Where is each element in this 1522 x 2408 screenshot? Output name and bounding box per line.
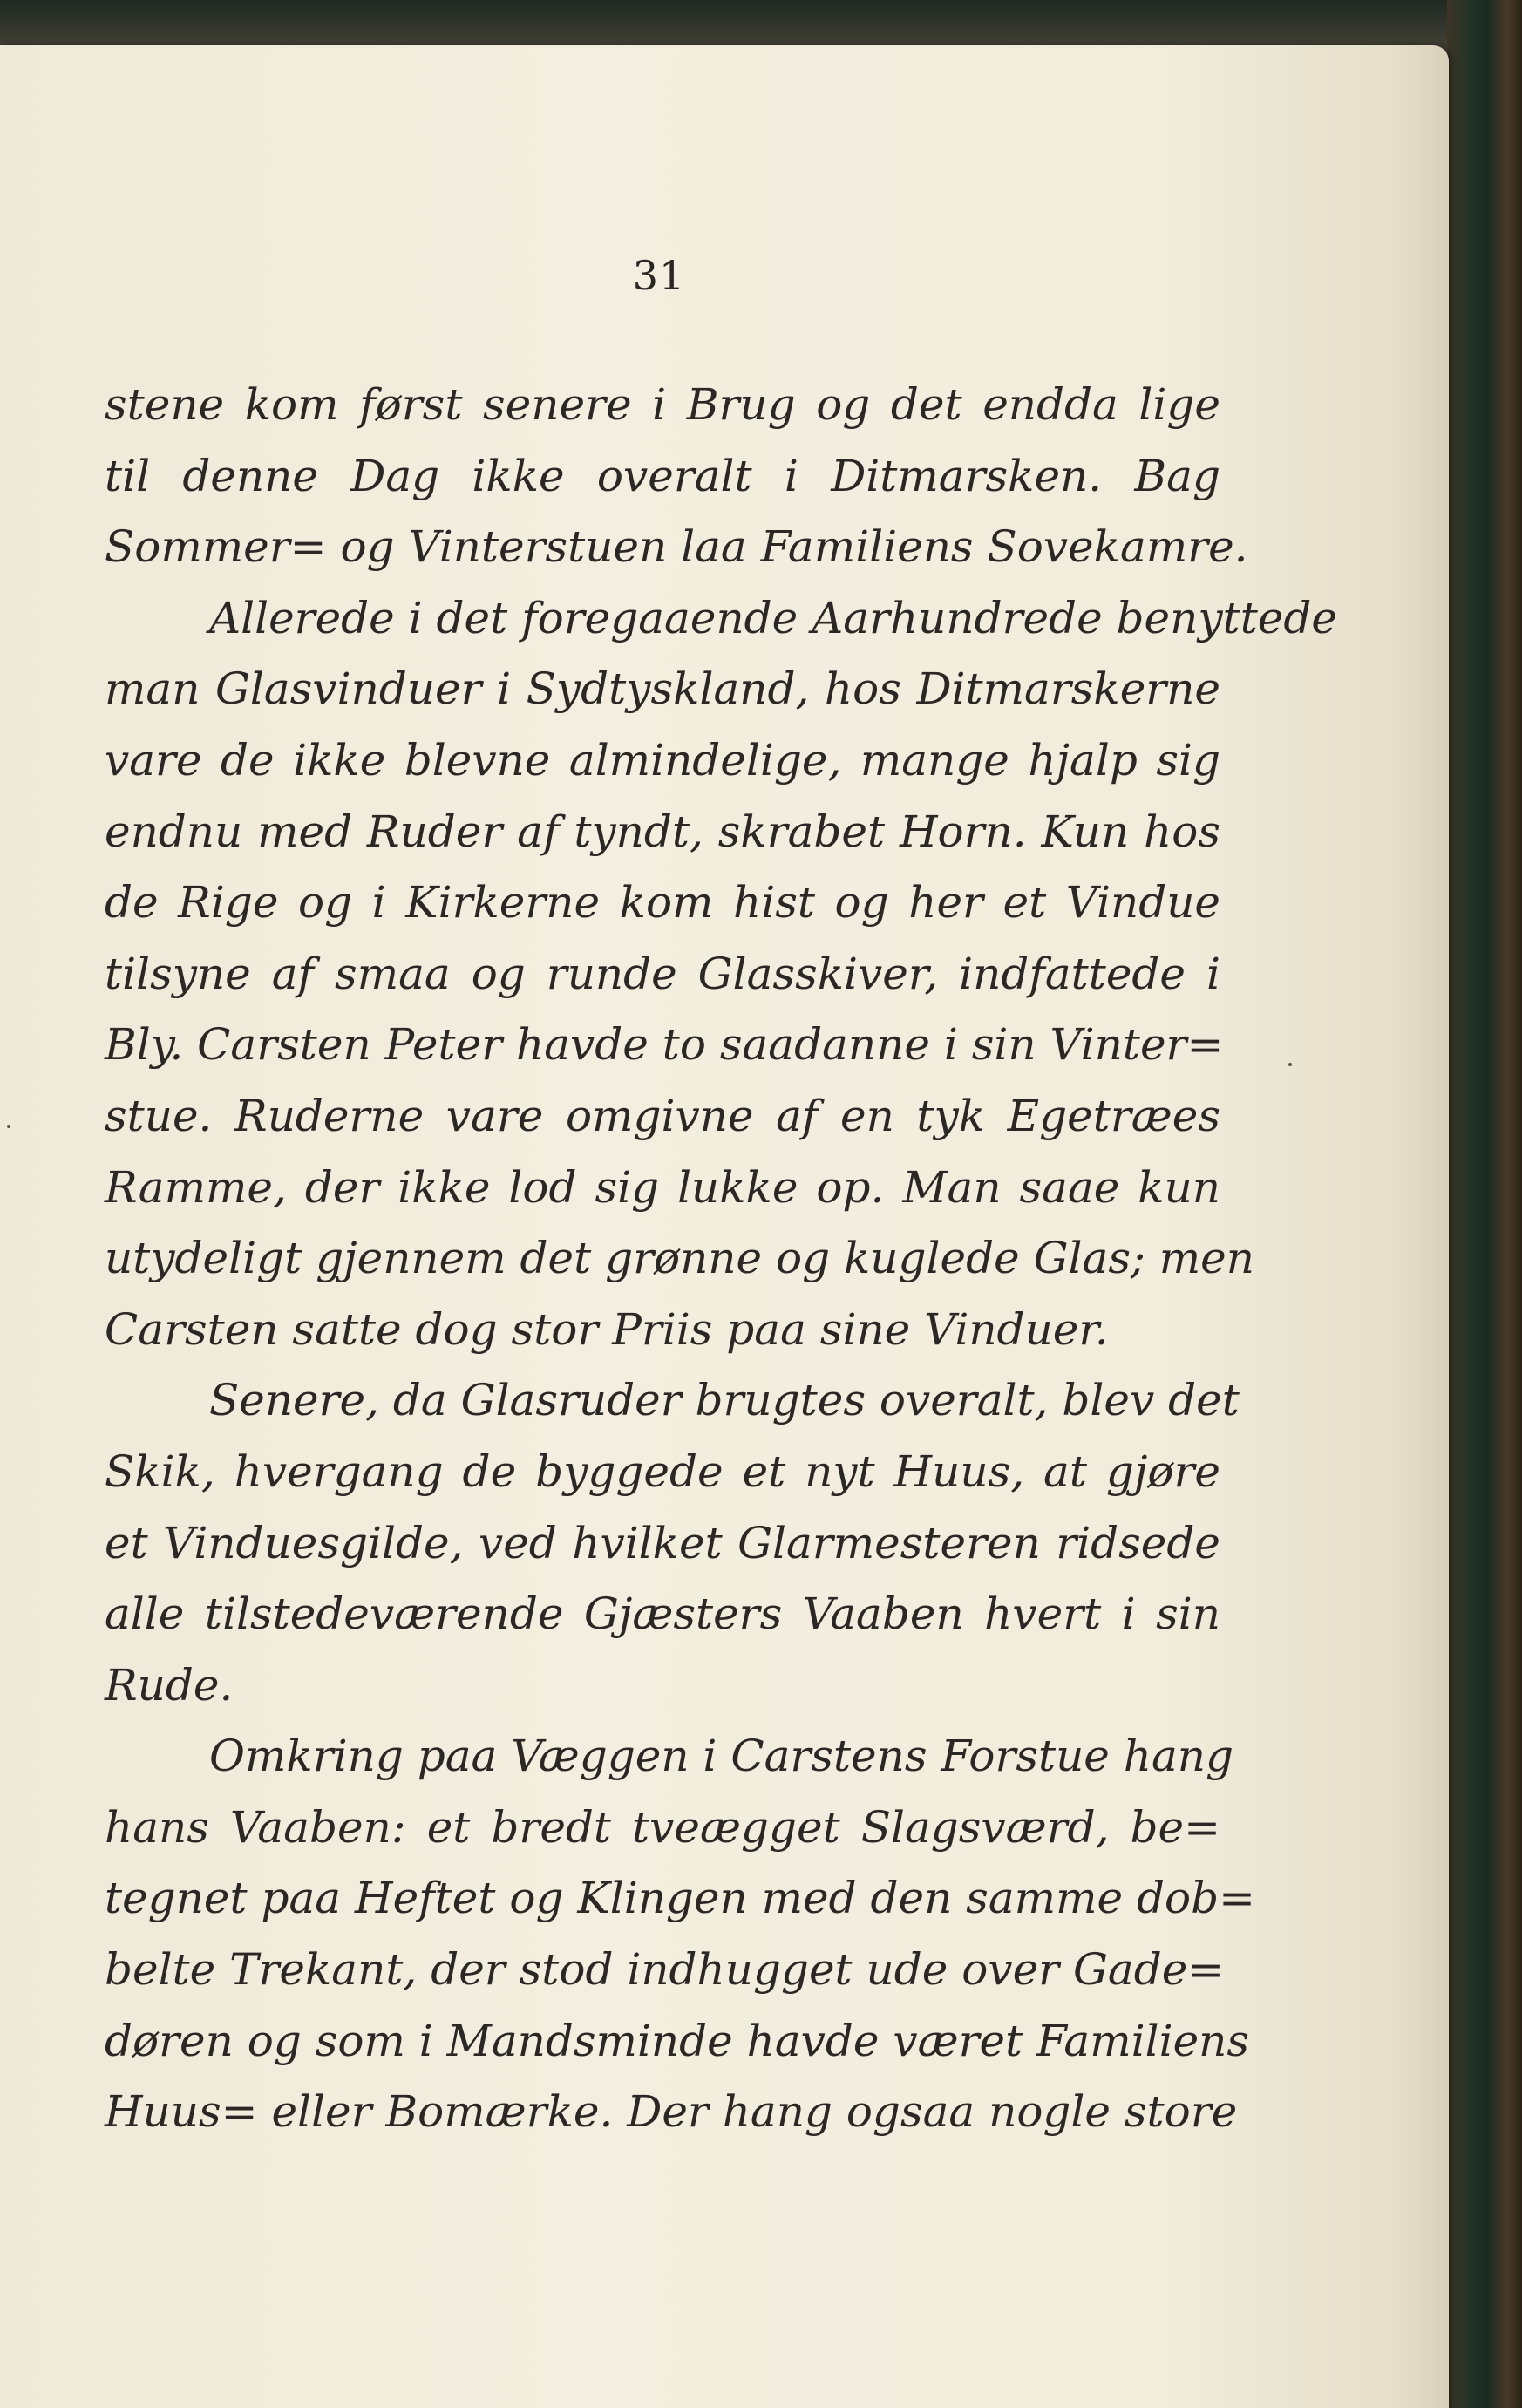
text-line: endnu med Ruder af tyndt, skrabet Horn. Kun hos: [105, 806, 1220, 857]
book-page: [0, 45, 1449, 2408]
text-line: Senere, da Glasruder brugtes overalt, blev det: [209, 1375, 1240, 1426]
text-line: et Vinduesgilde, ved hvilket Glarmesteren ridsede: [105, 1517, 1220, 1568]
paper-speck: [1288, 1063, 1292, 1066]
text-line: Bly. Carsten Peter havde to saadanne i sin Vinter=: [105, 1019, 1224, 1071]
text-line: Huus= eller Bomærke. Der hang ogsaa nogle store: [105, 2086, 1238, 2138]
text-line: Rude.: [105, 1659, 234, 1711]
book-cover-right-edge: [1447, 0, 1522, 2408]
text-line: tilsyne af smaa og runde Glasskiver, indfattede i: [105, 948, 1220, 999]
paper-speck: [7, 1125, 10, 1128]
text-line: vare de ikke blevne almindelige, mange hjalp sig: [105, 734, 1220, 786]
text-line: tegnet paa Heftet og Klingen med den samme dob=: [105, 1873, 1255, 1924]
text-line: Omkring paa Væggen i Carstens Forstue hang: [209, 1731, 1233, 1782]
text-line: Ramme, der ikke lod sig lukke op. Man saae kun: [105, 1161, 1220, 1213]
body-text: [105, 370, 1337, 2148]
text-line: alle tilstedeværende Gjæsters Vaaben hvert i sin: [105, 1588, 1220, 1640]
text-line: man Glasvinduer i Sydtyskland, hos Ditmarskerne: [105, 663, 1220, 715]
text-line: Allerede i det foregaaende Aarhundrede benyttede: [209, 592, 1337, 643]
text-line: stene kom først senere i Brug og det endda lige: [105, 379, 1220, 430]
text-line: utydeligt gjennem det grønne og kuglede Glas; men: [105, 1233, 1254, 1284]
text-line: til denne Dag ikke overalt i Ditmarsken. Bag: [105, 450, 1220, 501]
text-line: Skik, hvergang de byggede et nyt Huus, at gjøre: [105, 1445, 1220, 1497]
text-line: hans Vaaben: et bredt tveægget Slagsværd, be=: [105, 1801, 1220, 1853]
text-line: Carsten satte dog stor Priis paa sine Vinduer.: [105, 1303, 1109, 1355]
text-line: Sommer= og Vinterstuen laa Familiens Sovekamre.: [105, 521, 1248, 573]
text-line: belte Trekant, der stod indhugget ude over Gade=: [105, 1944, 1225, 1996]
text-line: de Rige og i Kirkerne kom hist og her et Vindue: [105, 877, 1220, 929]
text-line: døren og som i Mandsminde havde været Familiens: [105, 2015, 1250, 2066]
text-line: stue. Ruderne vare omgivne af en tyk Egetræes: [105, 1090, 1220, 1141]
page-number: 31: [632, 252, 686, 299]
